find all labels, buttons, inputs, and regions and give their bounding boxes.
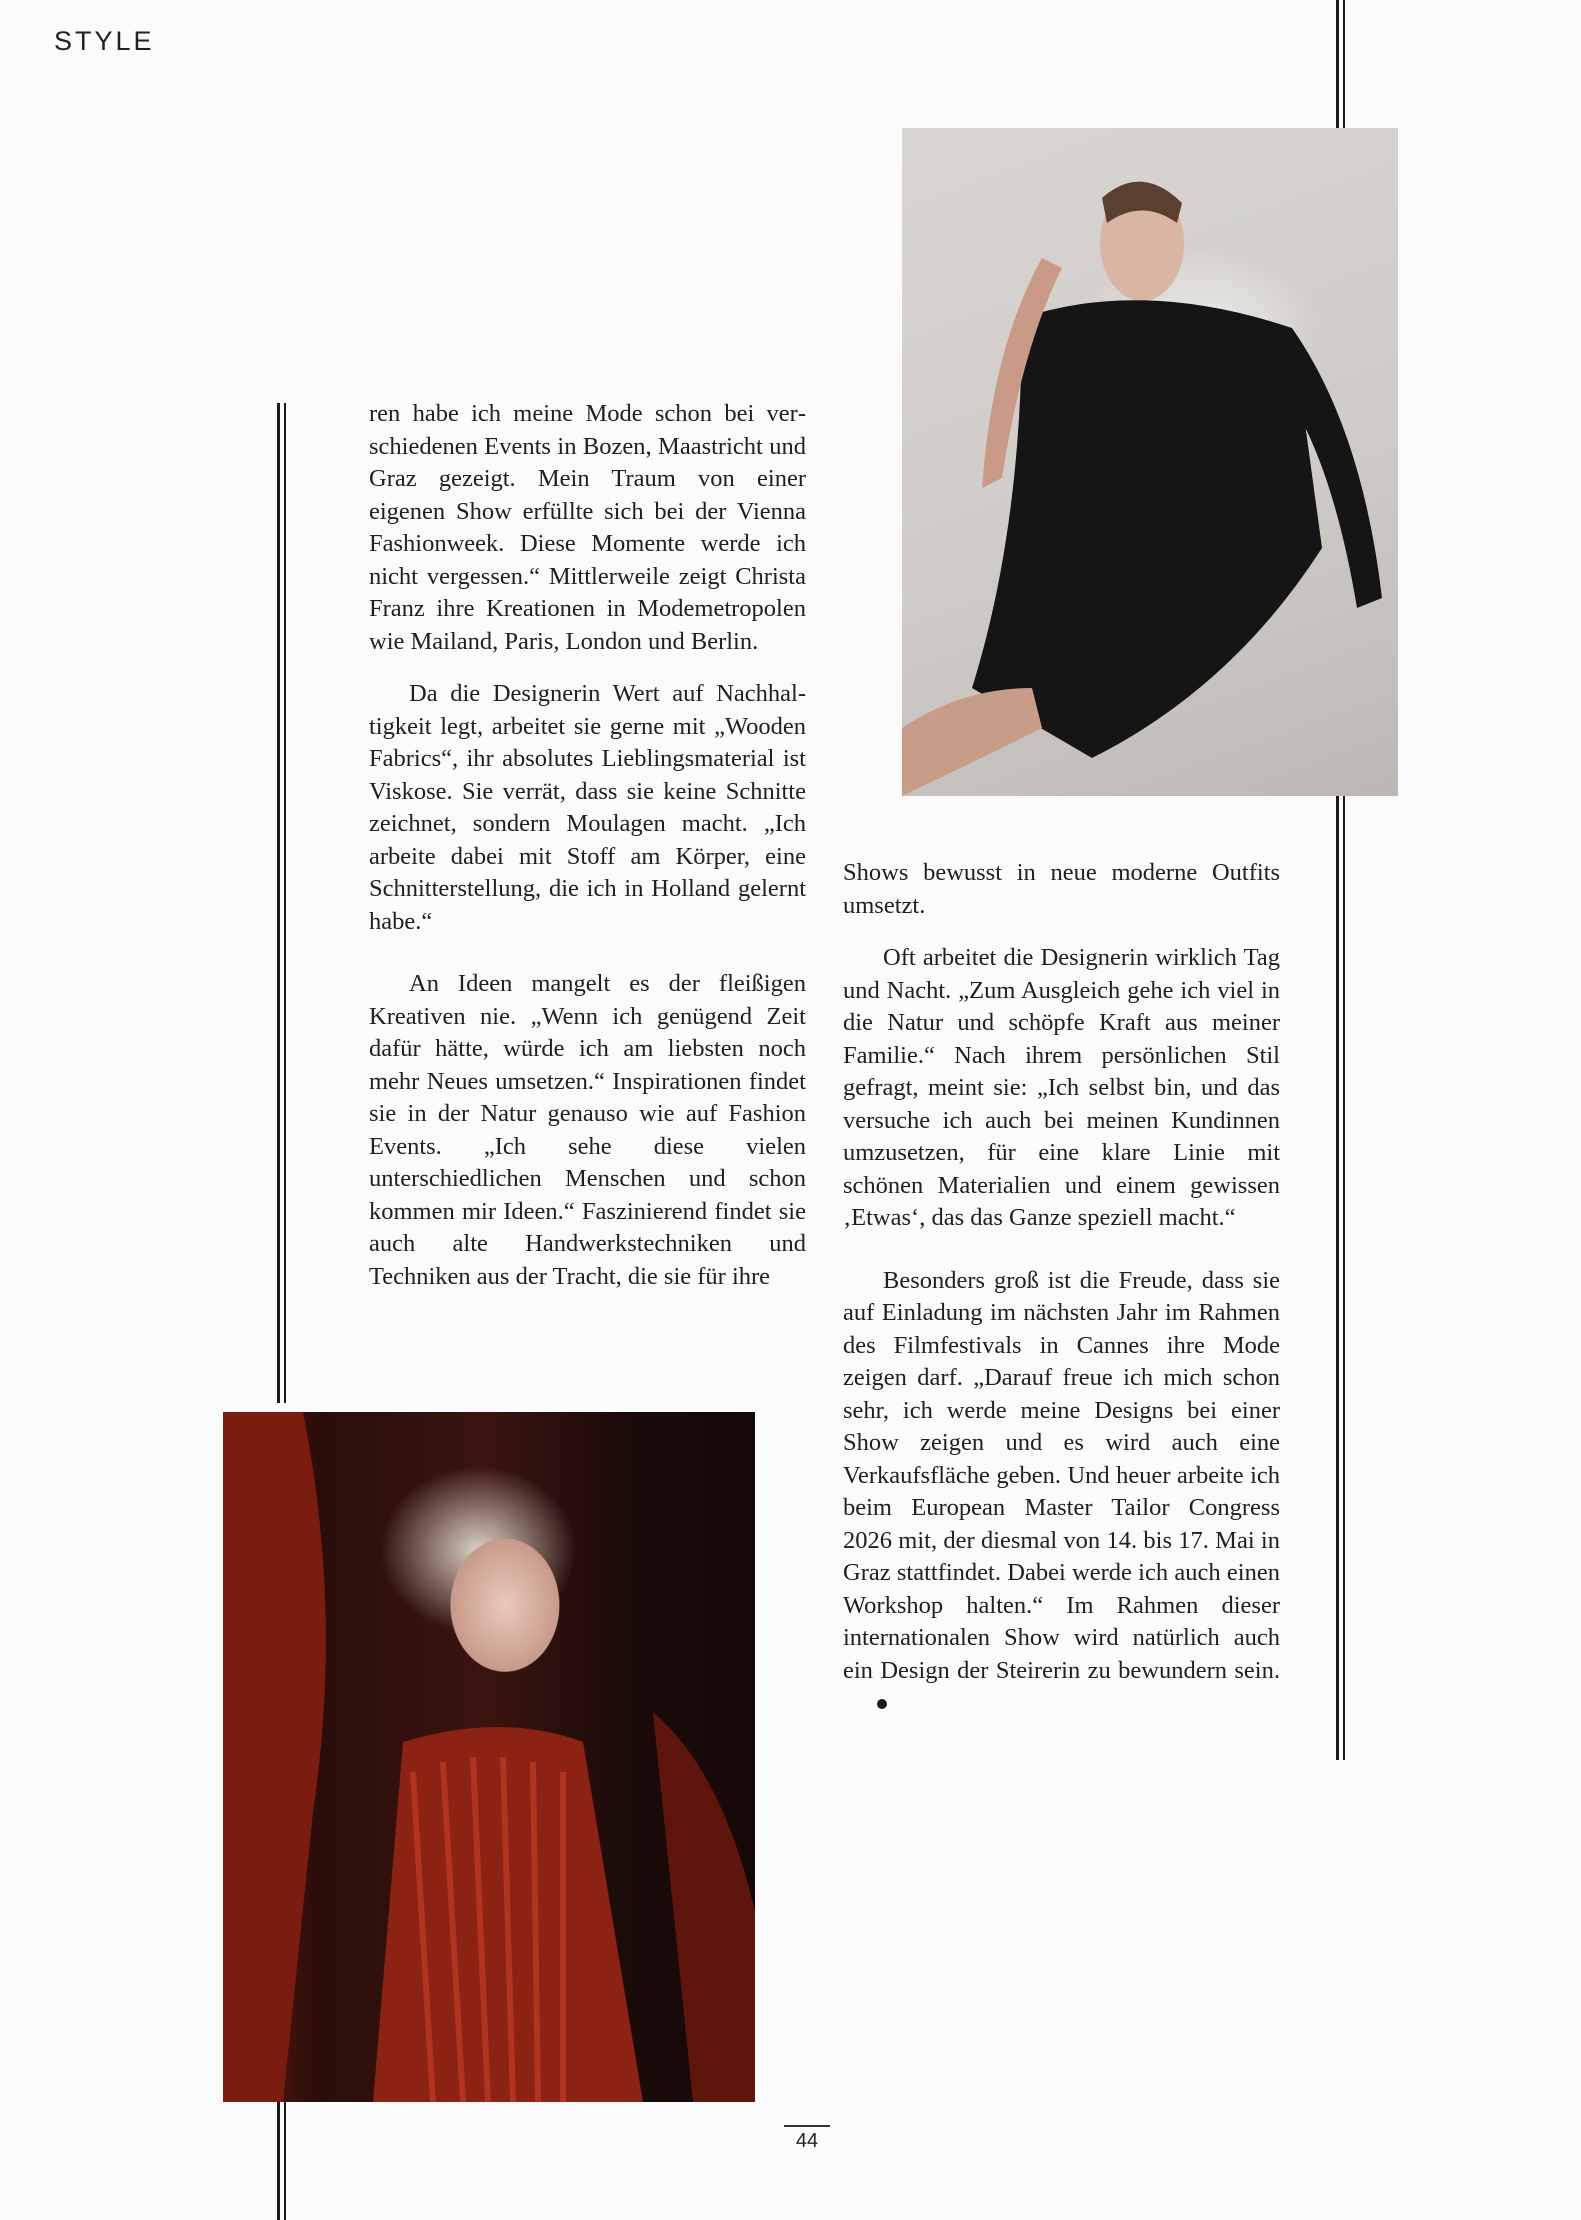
- article-paragraph-text: Besonders groß ist die Freude, dass sie auf Einladung im nächsten Jahr im Rahmen des Filmfestivals in Cannes ihre Mode zeigen darf. „Darauf freue ich mich schon sehr, ich werde meine Designs bei einer Show zeigen und es wird auch eine Verkaufsfläche geben. Und heuer arbeite ich beim European Master Tailor Congress 2026 mit, der diesmal von 14. bis 17. Mai in Graz stattfindet. Dabei werde ich auch einen Workshop halten.“ Im Rahmen dieser internationalen Show wird natürlich auch ein Design der Steirerin zu bewundern sein.: [843, 1266, 1280, 1684]
- article-paragraph: An Ideen mangelt es der fleißigen Kreativen nie. „Wenn ich genügend Zeit dafür hätte, würde ich am liebsten noch mehr Neues umsetzen.“ Inspirationen findet sie in der Natur genauso wie auf Fashion Events. „Ich sehe diese vielen unterschiedlichen Menschen und schon kommen mir Ideen.“ Faszinierend findet sie auch alte Handwerkstechniken und Techniken aus der Tracht, die sie für ihre: [369, 970, 806, 1290]
- article-paragraph: Shows bewusst in neue moderne Outfits umsetzt.: [843, 859, 1280, 919]
- photo-model-red-macrame: [223, 1412, 755, 2102]
- section-label: STYLE: [54, 26, 155, 56]
- article-paragraph: [843, 1265, 1280, 1720]
- left-column-rule: [277, 403, 286, 1403]
- article-paragraph: ren habe ich meine Mode schon bei verschiedenen Events in Bozen, Maastricht und Graz gezeigt. Mein Traum von einer eigenen Show erfüllte sich bei der Vienna Fashionweek. Diese Momente werde ich nicht vergessen.“ Mittlerweile zeigt Christa Franz ihre Kreationen in Modemetropolen wie Mailand, Paris, London und Berlin.: [369, 400, 806, 655]
- page-number: 44: [795, 2130, 819, 2152]
- right-column-rule: [1336, 760, 1345, 1760]
- page-number-rule: [784, 2125, 830, 2127]
- article-column-right: [843, 857, 1280, 1720]
- model-red-macrame-illustration: [223, 1412, 755, 2102]
- article-paragraph: Da die Designerin Wert auf Nachhaltigkeit legt, arbeitet sie gerne mit „Wooden Fabrics“, ihr absolutes Lieblingsmaterial ist Viskose. Sie verrät, dass sie keine Schnitte zeichnet, sondern Moulagen macht. „Ich arbeite dabei mit Stoff am Körper, eine Schnitterstellung, die ich in Holland gelernt habe.“: [369, 680, 806, 935]
- model-black-dress-illustration: [902, 128, 1398, 796]
- article-paragraph: Oft arbeitet die Designerin wirklich Tag und Nacht. „Zum Ausgleich gehe ich viel in die Natur und schöpfe Kraft aus meiner Familie.“ Nach ihrem persönlichen Stil gefragt, meint sie: „Ich selbst bin, und das versuche ich auch bei meinen Kundinnen umzusetzen, für eine klare Linie mit schönen Materialien und einem gewissen ‚Etwas‘, das das Ganze speziell macht.“: [843, 944, 1280, 1231]
- photo-model-black-dress: [902, 128, 1398, 796]
- bottom-left-rule: [277, 2100, 286, 2220]
- end-mark-icon: [877, 1699, 887, 1709]
- article-column-left: [369, 398, 806, 1293]
